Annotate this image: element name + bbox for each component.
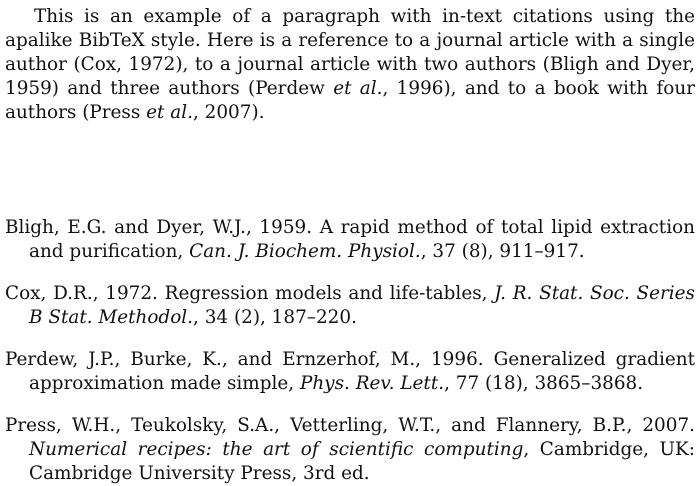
paragraph-text: , 1996), and to a book with four authors (Press bbox=[5, 78, 695, 123]
reference-venue: J. R. Stat. Soc. Series B Stat. Methodol. bbox=[29, 283, 695, 328]
reference-authors-title: Perdew, J.P., Burke, K., and Ernzerhof, M., 1996. Generalized gradient approximation made simple, bbox=[5, 349, 695, 394]
reference-list bbox=[5, 216, 695, 486]
et-al-text: et al. bbox=[333, 78, 383, 99]
reference-entry bbox=[5, 216, 695, 264]
reference-entry bbox=[5, 414, 695, 486]
reference-details: , 77 (18), 3865–3868. bbox=[444, 373, 644, 394]
reference-details: , Cambridge, UK: Cambridge University Press, 3rd ed. bbox=[29, 439, 695, 484]
reference-venue: Numerical recipes: the art of scientific computing bbox=[29, 439, 524, 460]
reference-details: , 37 (8), 911–917. bbox=[420, 241, 585, 262]
et-al-text: et al. bbox=[146, 102, 193, 123]
reference-venue: Can. J. Biochem. Physiol. bbox=[189, 241, 421, 262]
reference-authors-title: Press, W.H., Teukolsky, S.A., Vetterling, W.T., and Flannery, B.P., 2007. bbox=[5, 415, 695, 436]
reference-authors-title: Bligh, E.G. and Dyer, W.J., 1959. A rapid method of total lipid extraction and purification, bbox=[5, 217, 695, 262]
paragraph-text: , 2007). bbox=[192, 102, 265, 123]
reference-venue: Phys. Rev. Lett. bbox=[299, 373, 445, 394]
reference-details: , 34 (2), 187–220. bbox=[193, 307, 357, 328]
document-page bbox=[5, 5, 695, 486]
paragraph-text: This is an example of a paragraph with in-text citations using the apalike BibTeX style. Here is a reference to a journal article with a single author (Cox, 1972), to a journal article with two authors (Bligh and Dyer, 1959) and three authors (Perdew bbox=[5, 6, 695, 99]
reference-entry bbox=[5, 282, 695, 330]
reference-authors-title: Cox, D.R., 1972. Regression models and life-tables, bbox=[5, 283, 495, 304]
reference-entry bbox=[5, 348, 695, 396]
citation-paragraph bbox=[5, 5, 695, 125]
